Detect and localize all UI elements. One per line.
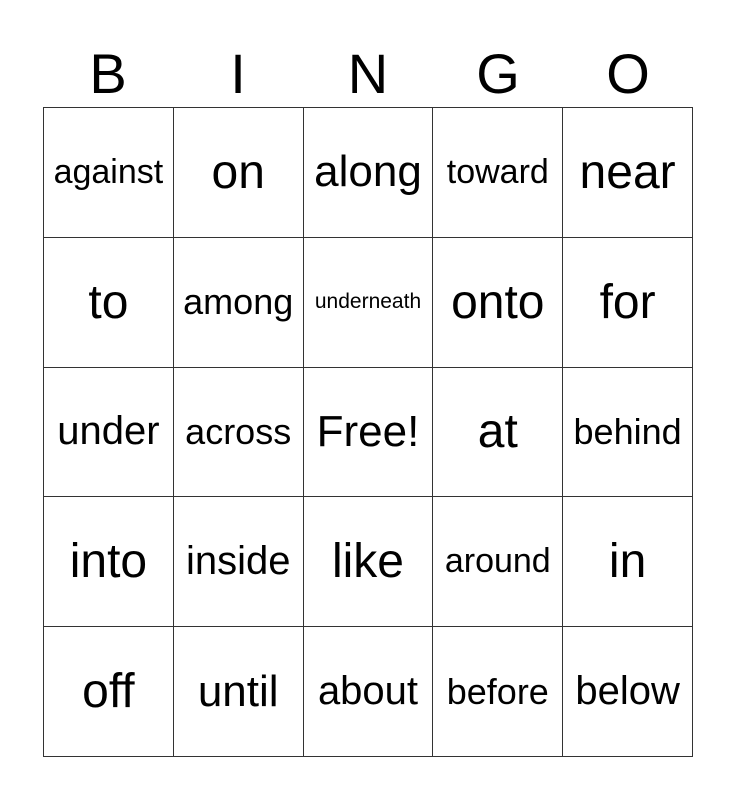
bingo-cell[interactable]: below xyxy=(563,627,693,757)
bingo-cell[interactable]: along xyxy=(304,108,434,238)
bingo-cell[interactable]: until xyxy=(174,627,304,757)
bingo-cell[interactable]: for xyxy=(563,238,693,368)
bingo-cell[interactable]: off xyxy=(44,627,174,757)
header-letter-n: N xyxy=(347,42,389,105)
bingo-cell[interactable]: like xyxy=(304,497,434,627)
bingo-cell[interactable]: underneath xyxy=(304,238,434,368)
bingo-cell[interactable]: about xyxy=(304,627,434,757)
bingo-cell[interactable]: across xyxy=(174,368,304,498)
bingo-cell[interactable]: around xyxy=(433,497,563,627)
bingo-cell[interactable]: inside xyxy=(174,497,304,627)
bingo-cell[interactable]: behind xyxy=(563,368,693,498)
header-letter-b: B xyxy=(89,42,127,105)
bingo-cell[interactable]: onto xyxy=(433,238,563,368)
bingo-cell[interactable]: toward xyxy=(433,108,563,238)
bingo-cell[interactable]: near xyxy=(563,108,693,238)
bingo-cell[interactable]: at xyxy=(433,368,563,498)
header-letter-i: I xyxy=(230,42,246,105)
bingo-cell[interactable]: to xyxy=(44,238,174,368)
bingo-cell[interactable]: into xyxy=(44,497,174,627)
header-letter-g: G xyxy=(476,42,520,105)
bingo-cell[interactable]: against xyxy=(44,108,174,238)
bingo-cell-free-space[interactable]: Free! xyxy=(304,368,434,498)
header-letter-o: O xyxy=(606,42,650,105)
bingo-cell[interactable]: on xyxy=(174,108,304,238)
bingo-header xyxy=(43,40,693,108)
bingo-cell[interactable]: under xyxy=(44,368,174,498)
bingo-cell[interactable]: before xyxy=(433,627,563,757)
bingo-cell[interactable]: in xyxy=(563,497,693,627)
bingo-card-grid xyxy=(43,107,693,757)
bingo-cell[interactable]: among xyxy=(174,238,304,368)
